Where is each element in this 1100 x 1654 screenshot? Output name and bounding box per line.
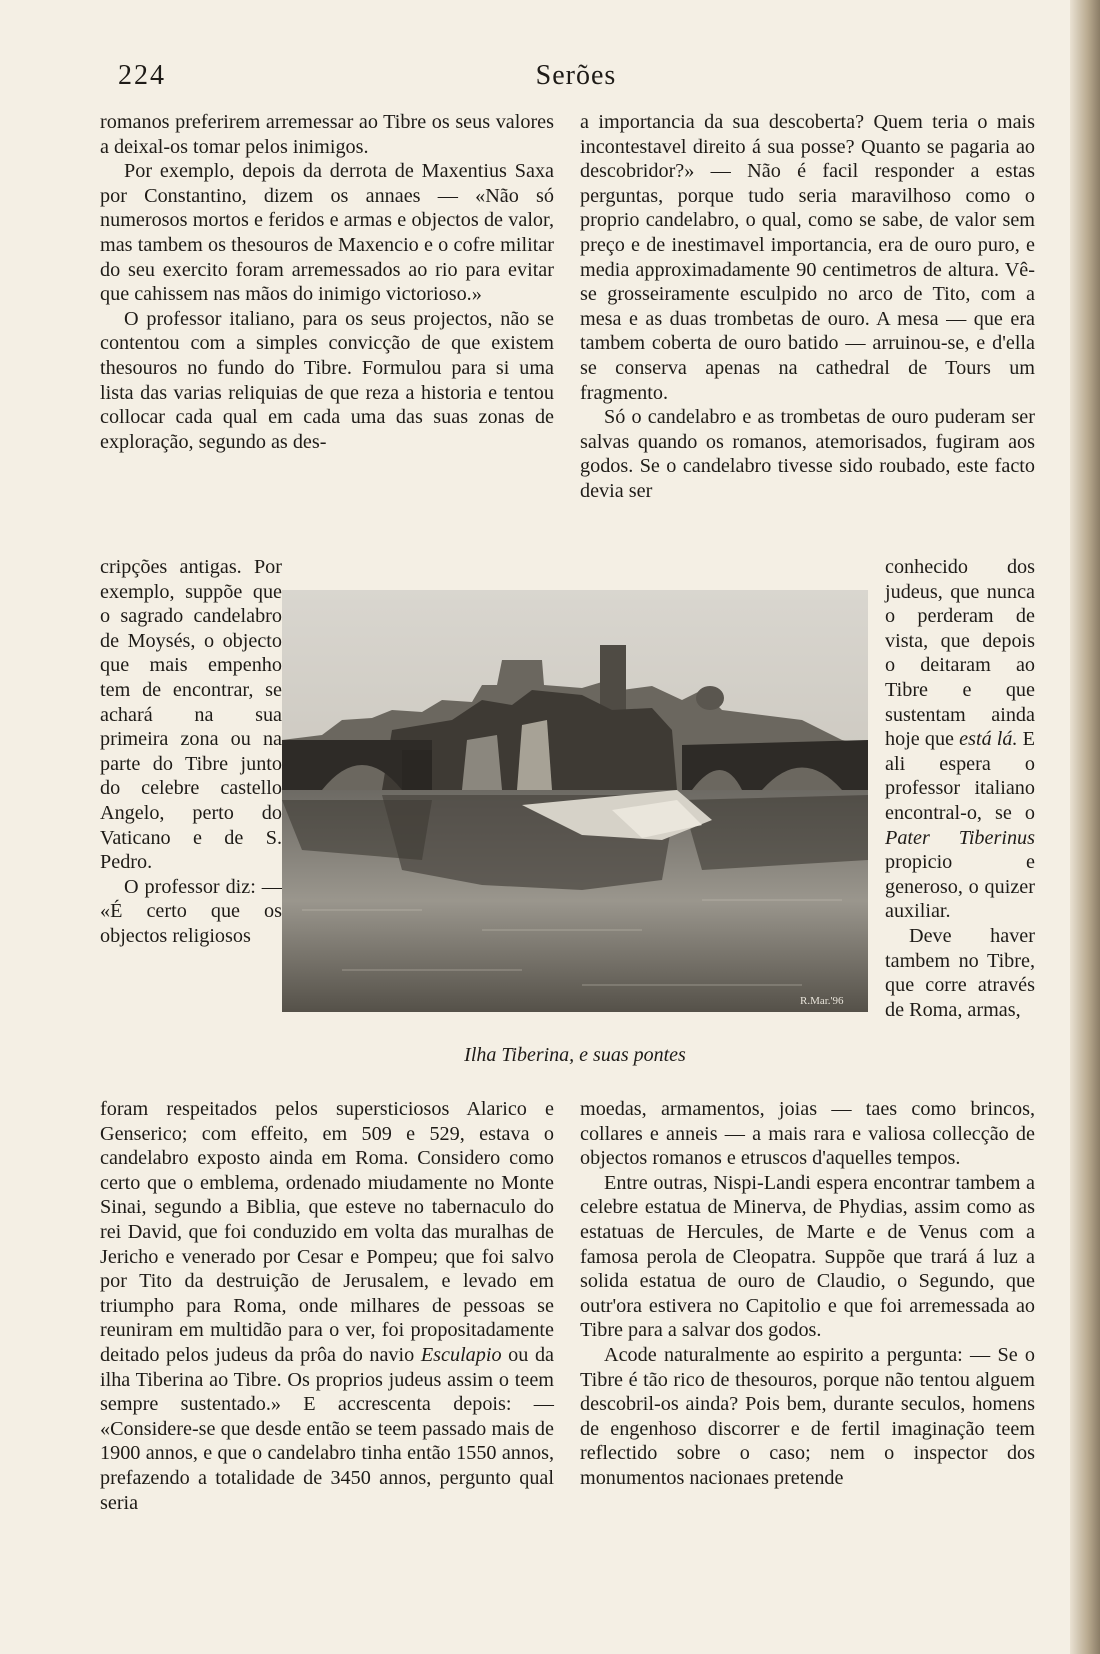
paragraph: Só o candelabro e as trombetas de ouro puderam ser salvas quando os romanos, atemorisados, fugiram aos godos. Se o candelabro tivesse sido roubado, este facto devia ser bbox=[580, 406, 1035, 502]
paragraph: Deve haver tambem no Tibre, que corre através de Roma, armas, bbox=[885, 924, 1035, 1021]
italic-run: está lá. bbox=[959, 728, 1018, 751]
figure-ilha-tiberina bbox=[282, 590, 868, 1012]
engraver-signature: R.Mar.'96 bbox=[800, 995, 844, 1007]
right-column-narrow bbox=[885, 555, 1035, 1022]
page-number: 224 bbox=[118, 60, 166, 91]
left-column-bottom bbox=[100, 1097, 554, 1515]
text-run: conhecido dos judeus, que nunca o perderam de vista, que depois o deitaram ao Tibre e que sustentam ainda hoje que bbox=[885, 556, 1035, 751]
paragraph: O professor italiano, para os seus projectos, não se contentou com a simples convicção de que existem thesouros no fundo do Tibre. Formulou para si uma lista das varias reliquias de que reza a historia e tentou collocar cada qual em cada uma das suas zonas de exploração, segundo as des- bbox=[100, 307, 554, 453]
text-run: ou da ilha Tiberina ao Tibre. Os proprios judeus assim o teem sempre sustentado.» E accrescenta depois: — «Considere-se que desde então se teem passado mais de 1900 annos, e que o candelabro tinha então 1550 annos, prefazendo a totalidade de 3450 annos, pergunto qual seria bbox=[100, 1343, 555, 1514]
paragraph: Por exemplo, depois da derrota de Maxentius Saxa por Constantino, dizem os annaes — «Não só numerosos mortos e feridos e armas e objectos de valor, mas tambem os thesouros de Maxencio e o cofre militar do seu exercito foram arremessados ao rio para evitar que cahissem nas mãos do inimigo victorioso.» bbox=[100, 160, 554, 306]
italic-run: Pater Tiberinus bbox=[885, 826, 1035, 849]
caption-rest: e suas pontes bbox=[579, 1044, 686, 1066]
caption-italic: Ilha Tiberina, bbox=[464, 1044, 575, 1066]
text-run: propicio e generoso, o quizer auxiliar. bbox=[885, 851, 1035, 923]
paragraph: O professor diz: — «É certo que os objectos religiosos bbox=[100, 875, 282, 947]
paragraph bbox=[885, 555, 1035, 924]
paragraph: romanos preferirem arremessar ao Tibre os seus valores a deixal-os tomar pelos inimigos. bbox=[100, 111, 554, 158]
right-column-top bbox=[580, 110, 1035, 504]
text-run: E ali espera o professor italiano encontral-o, se o bbox=[885, 728, 1036, 824]
text-run: foram respeitados pelos supersticiosos Alarico e Genserico; com effeito, em 509 e 529, estava o candelabro exposto ainda em Roma. Considero como certo que o emblema, ordenado miudamente no Monte Sinai, segundo a Biblia, que esteve no tabernaculo do rei David, que foi conduzido em volta das muralhas de Jericho e venerado por Cesar e Pompeu; que foi salvo por Tito da destruição de Jerusalem, e levado em triumpho para Roma, onde milhares de pessoas se reuniram em multidão para o ver, foi propositadamente deitado pelos judeus da prôa do navio bbox=[100, 1098, 554, 1366]
paragraph: cripções antigas. Por exemplo, suppõe que o sagrado candelabro de Moysés, o objecto que mais empenho tem de encontrar, se achará na sua primeira zona ou na parte do Tibre junto do celebre castello Angelo, perto do Vaticano e de S. Pedro. bbox=[100, 556, 282, 874]
page-gutter bbox=[1070, 0, 1100, 1654]
left-column-top bbox=[100, 110, 554, 454]
right-column-bottom bbox=[580, 1097, 1035, 1491]
paragraph bbox=[100, 1097, 554, 1515]
paragraph: Acode naturalmente ao espirito a pergunta: — Se o Tibre é tão rico de thesouros, porque não tentou alguem descobril-os ainda? Pois bem, durante seculos, homens de engenhoso discorrer e de fertil imaginação teem reflectido sobre o caso; nem o inspector dos monumentos nacionaes pretende bbox=[580, 1343, 1035, 1489]
page-header bbox=[118, 60, 1038, 100]
left-column-narrow bbox=[100, 555, 282, 949]
paragraph: a importancia da sua descoberta? Quem teria o mais incontestavel direito á sua posse? Quanto se pagaria ao descobridor?» — Não é facil responder a estas perguntas, porque tudo seria maravilhoso como o proprio candelabro, o qual, como se sabe, de valor sem preço e de inestimavel importancia, era de ouro puro, e media approximadamente 90 centimetros de altura. Vê-se grosseiramente esculpido no arco de Tito, com a mesa e as duas trombetas de ouro. A mesa — que era tambem coberta de ouro batido — arruinou-se, e d'ella se conserva apenas na cathedral de Tours um fragmento. bbox=[580, 111, 1035, 404]
engraving-image bbox=[282, 590, 868, 1012]
paragraph: Entre outras, Nispi-Landi espera encontrar tambem a celebre estatua de Minerva, de Phydias, assim como as estatuas de Hercules, de Marte e de Venus com a famosa perola de Cleopatra. Suppõe que trará á luz a solida estatua de ouro de Claudio, o Segundo, que outr'ora estivera no Capitolio e que foi arremessada ao Tibre para a salvar dos godos. bbox=[580, 1171, 1035, 1342]
running-title: Serões bbox=[535, 60, 617, 91]
paragraph: moedas, armamentos, joias — taes como brincos, collares e anneis — a mais rara e valiosa collecção de objectos romanos e etruscos d'aquelles tempos. bbox=[580, 1098, 1035, 1170]
figure-caption bbox=[282, 1044, 868, 1067]
italic-run: Esculapio bbox=[420, 1343, 502, 1366]
tower-shape bbox=[600, 645, 626, 715]
